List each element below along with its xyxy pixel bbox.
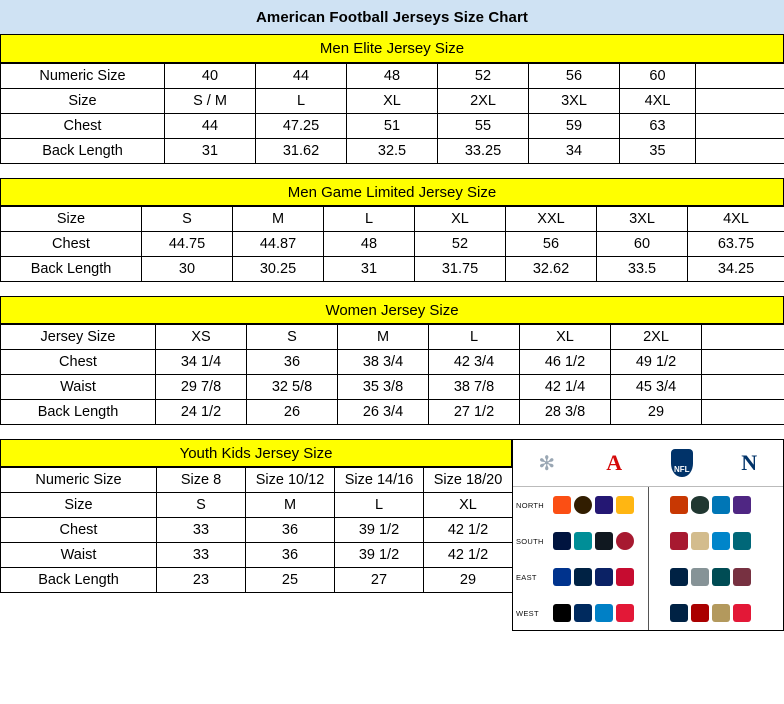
cell: XXL: [506, 207, 597, 232]
cell: S: [142, 207, 233, 232]
cell: 45 3/4: [611, 375, 702, 400]
team-logo: [712, 532, 730, 550]
team-logo: [691, 496, 709, 514]
cell: 63: [620, 114, 696, 139]
section-youth-kids: [0, 439, 784, 618]
team-logo: [595, 604, 613, 622]
section-header-youth-kids: [0, 439, 512, 467]
team-logo: [691, 568, 709, 586]
spacer: [0, 164, 784, 178]
cell: 56: [506, 232, 597, 257]
team-logo: [574, 496, 592, 514]
cell: 48: [347, 64, 438, 89]
cell: 33.5: [597, 257, 688, 282]
cell-empty: [702, 375, 784, 400]
team-logo: [553, 532, 571, 550]
afc-logo-cell: [581, 452, 649, 474]
table-row: [1, 207, 784, 232]
division-label-west: WEST: [516, 608, 539, 618]
section-women: [0, 296, 784, 425]
cell: 42 1/4: [520, 375, 611, 400]
star-icon-cell: [513, 451, 581, 476]
cell: 31: [165, 139, 256, 164]
youth-table-wrap: [0, 439, 512, 593]
team-logo: [616, 604, 634, 622]
team-logo: [712, 568, 730, 586]
team-logo: [733, 568, 751, 586]
cell: S: [157, 493, 246, 518]
team-logo: [670, 568, 688, 586]
conference-divider: [648, 487, 649, 631]
cell: 38 7/8: [429, 375, 520, 400]
section-header-women: [0, 296, 784, 324]
afc-logo-icon: A: [606, 450, 623, 475]
cell: 27 1/2: [429, 400, 520, 425]
team-logo: [712, 496, 730, 514]
cell-empty: [702, 350, 784, 375]
cell: 36: [247, 350, 338, 375]
cell-empty: [696, 64, 784, 89]
cell: XL: [424, 493, 513, 518]
cell: Size 8: [157, 468, 246, 493]
cell: 31.75: [415, 257, 506, 282]
table-row: [1, 232, 784, 257]
table-men-elite: [0, 63, 784, 164]
cell: 52: [438, 64, 529, 89]
cell: 49 1/2: [611, 350, 702, 375]
cell: M: [338, 325, 429, 350]
nfl-shield-icon: NFL: [671, 449, 693, 477]
spacer: [0, 425, 784, 439]
cell: L: [256, 89, 347, 114]
cell: 34.25: [688, 257, 784, 282]
cell: 4XL: [688, 207, 784, 232]
cell-empty: [702, 325, 784, 350]
row-label: Back Length: [1, 400, 156, 425]
cell: 26: [247, 400, 338, 425]
cell: 44.87: [233, 232, 324, 257]
cell: 36: [246, 518, 335, 543]
section-title: Men Game Limited Jersey Size: [287, 183, 497, 201]
row-label: Jersey Size: [1, 325, 156, 350]
nfc-south-teams: [666, 532, 783, 550]
row-label: Back Length: [1, 568, 157, 593]
row-label: Waist: [1, 543, 157, 568]
table-row: [1, 139, 784, 164]
cell: 30: [142, 257, 233, 282]
row-label: Size: [1, 207, 142, 232]
team-logo: [574, 532, 592, 550]
cell: 34 1/4: [156, 350, 247, 375]
cell: M: [233, 207, 324, 232]
team-logo: [733, 604, 751, 622]
team-logo: [574, 568, 592, 586]
page-title: American Football Jerseys Size Chart: [255, 8, 529, 26]
row-label: Chest: [1, 518, 157, 543]
cell: 32.62: [506, 257, 597, 282]
cell: 60: [597, 232, 688, 257]
section-title: Women Jersey Size: [325, 301, 459, 319]
cell: 46 1/2: [520, 350, 611, 375]
cell: 31: [324, 257, 415, 282]
team-logo: [553, 496, 571, 514]
row-label: Waist: [1, 375, 156, 400]
cell: Size 18/20: [424, 468, 513, 493]
table-row: [1, 518, 513, 543]
cell: 51: [347, 114, 438, 139]
cell-empty: [696, 139, 784, 164]
cell: 56: [529, 64, 620, 89]
table-row: [1, 468, 513, 493]
cell: 39 1/2: [335, 543, 424, 568]
nfc-logo-cell: [716, 452, 784, 474]
division-grid: [513, 487, 783, 631]
cell: 4XL: [620, 89, 696, 114]
team-logo: [670, 496, 688, 514]
team-logo: [670, 532, 688, 550]
team-logo: [712, 604, 730, 622]
division-label-east: EAST: [516, 572, 537, 582]
row-label: Size: [1, 89, 165, 114]
team-logo: [733, 532, 751, 550]
cell: Size 14/16: [335, 468, 424, 493]
table-row: [1, 257, 784, 282]
row-label: Back Length: [1, 257, 142, 282]
table-row: [1, 568, 513, 593]
cell: 32 5/8: [247, 375, 338, 400]
cell: 33.25: [438, 139, 529, 164]
cell: 38 3/4: [338, 350, 429, 375]
row-label: Size: [1, 493, 157, 518]
table-row: [1, 375, 784, 400]
table-women: [0, 324, 784, 425]
cell: 42 1/2: [424, 518, 513, 543]
cell: 23: [157, 568, 246, 593]
team-logo: [691, 532, 709, 550]
cell: Size 10/12: [246, 468, 335, 493]
team-logo: [733, 496, 751, 514]
cell: 36: [246, 543, 335, 568]
cell: 63.75: [688, 232, 784, 257]
cell: L: [335, 493, 424, 518]
cell: 42 1/2: [424, 543, 513, 568]
cell: L: [324, 207, 415, 232]
nfc-west-teams: [666, 604, 783, 622]
cell: 26 3/4: [338, 400, 429, 425]
cell: 2XL: [611, 325, 702, 350]
nfl-shield-cell: [648, 449, 716, 477]
section-header-men-game-limited: [0, 178, 784, 206]
section-men-game-limited: [0, 178, 784, 282]
section-men-elite: [0, 35, 784, 164]
cell: XL: [415, 207, 506, 232]
team-logo: [691, 604, 709, 622]
row-label: Numeric Size: [1, 468, 157, 493]
cell: 42 3/4: [429, 350, 520, 375]
cell: L: [429, 325, 520, 350]
row-label: Chest: [1, 232, 142, 257]
cell-empty: [696, 89, 784, 114]
cell: 44: [256, 64, 347, 89]
team-logo: [574, 604, 592, 622]
cell: XS: [156, 325, 247, 350]
team-logo: [616, 496, 634, 514]
row-label: Back Length: [1, 139, 165, 164]
cell: 29: [611, 400, 702, 425]
spacer: [0, 282, 784, 296]
cell: 40: [165, 64, 256, 89]
table-row: [1, 89, 784, 114]
table-row: [1, 64, 784, 89]
row-label: Numeric Size: [1, 64, 165, 89]
cell: 3XL: [597, 207, 688, 232]
table-row: [1, 543, 513, 568]
cell: 29 7/8: [156, 375, 247, 400]
team-logo: [595, 496, 613, 514]
nfc-north-teams: [666, 496, 783, 514]
table-youth-kids: [0, 467, 513, 593]
cell: 47.25: [256, 114, 347, 139]
cell: M: [246, 493, 335, 518]
table-men-game-limited: [0, 206, 784, 282]
cell: 31.62: [256, 139, 347, 164]
cell: XL: [520, 325, 611, 350]
section-header-men-elite: [0, 35, 784, 63]
team-logo: [553, 604, 571, 622]
cell: 32.5: [347, 139, 438, 164]
cell: S: [247, 325, 338, 350]
team-logo: [670, 604, 688, 622]
cell: 44.75: [142, 232, 233, 257]
cell-empty: [696, 114, 784, 139]
cell: S / M: [165, 89, 256, 114]
cell: 3XL: [529, 89, 620, 114]
team-logo: [553, 568, 571, 586]
table-row: [1, 350, 784, 375]
division-label-south: SOUTH: [516, 536, 544, 546]
conference-logos-row: [513, 440, 783, 487]
nfl-team-logos-panel: [512, 439, 784, 631]
table-row: [1, 114, 784, 139]
section-title: Youth Kids Jersey Size: [179, 444, 333, 462]
cell: 35 3/8: [338, 375, 429, 400]
cell: 35: [620, 139, 696, 164]
section-title: Men Elite Jersey Size: [319, 40, 465, 57]
cell-empty: [702, 400, 784, 425]
cell: 55: [438, 114, 529, 139]
cell: 44: [165, 114, 256, 139]
cell: 34: [529, 139, 620, 164]
division-label-north: NORTH: [516, 500, 545, 510]
cell: 33: [157, 518, 246, 543]
cell: 29: [424, 568, 513, 593]
cell: 30.25: [233, 257, 324, 282]
cell: 33: [157, 543, 246, 568]
nfc-east-teams: [666, 568, 783, 586]
cell: 52: [415, 232, 506, 257]
cell: 48: [324, 232, 415, 257]
cell: 24 1/2: [156, 400, 247, 425]
table-row: [1, 325, 784, 350]
nfc-logo-icon: N: [741, 450, 758, 475]
team-logo: [595, 532, 613, 550]
cell: XL: [347, 89, 438, 114]
row-label: Chest: [1, 114, 165, 139]
cell: 2XL: [438, 89, 529, 114]
team-logo: [595, 568, 613, 586]
cell: 25: [246, 568, 335, 593]
table-row: [1, 400, 784, 425]
cell: 59: [529, 114, 620, 139]
team-logo: [616, 568, 634, 586]
star-icon: ✻: [538, 452, 556, 475]
cell: 28 3/8: [520, 400, 611, 425]
team-logo: [616, 532, 634, 550]
row-label: Chest: [1, 350, 156, 375]
cell: 60: [620, 64, 696, 89]
cell: 27: [335, 568, 424, 593]
cell: 39 1/2: [335, 518, 424, 543]
page-title-bar: [0, 0, 784, 35]
table-row: [1, 493, 513, 518]
